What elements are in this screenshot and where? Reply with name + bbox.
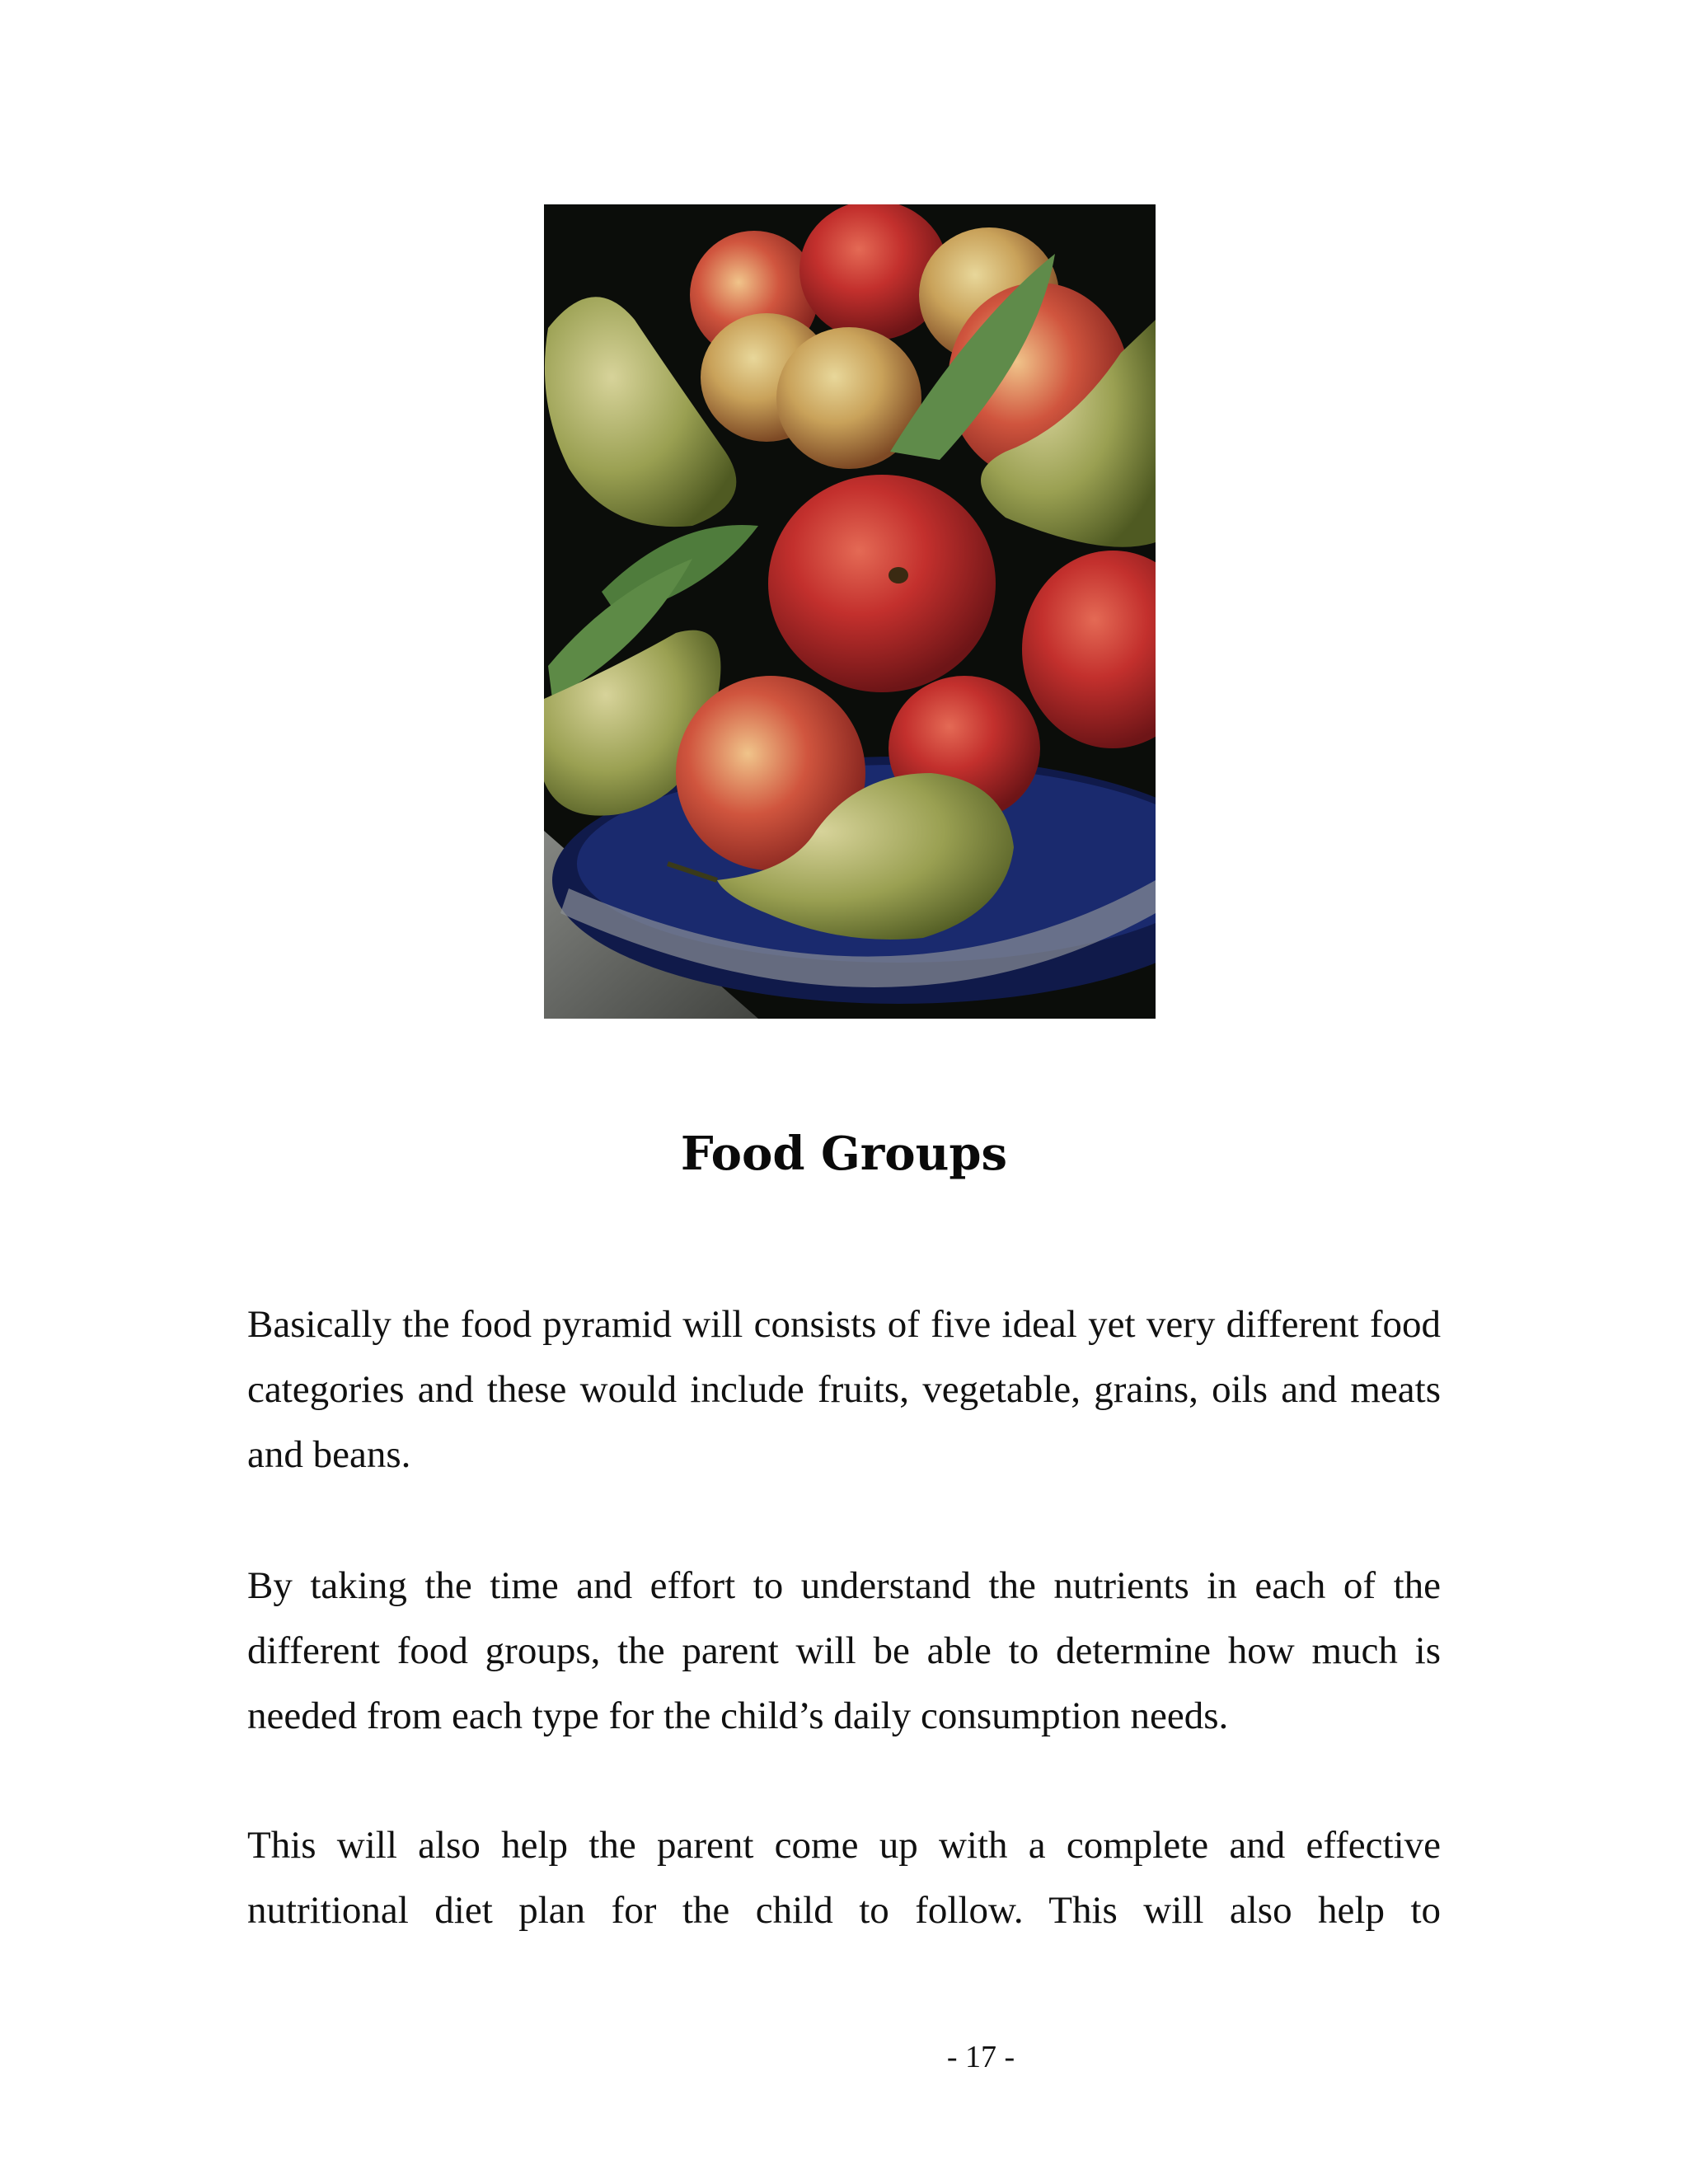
paragraph-2: By taking the time and effort to understand the nutrients in each of the different food groups, the parent will be able to determine how much is needed from each type for the child’s daily consumption needs. <box>247 1564 1441 1737</box>
fruit-bowl-photo <box>544 204 1156 1019</box>
paragraph-3: This will also help the parent come up with a complete and effective nutritional diet plan for the child to follow. This will also help to <box>247 1824 1441 1932</box>
page-number: - 17 - <box>946 2040 1015 2074</box>
paragraph-1: Basically the food pyramid will consists of five ideal yet very different food categories and these would include fruits, vegetable, grains, oils and meats and beans. <box>247 1303 1441 1476</box>
page-title: Food Groups <box>680 1127 1008 1181</box>
